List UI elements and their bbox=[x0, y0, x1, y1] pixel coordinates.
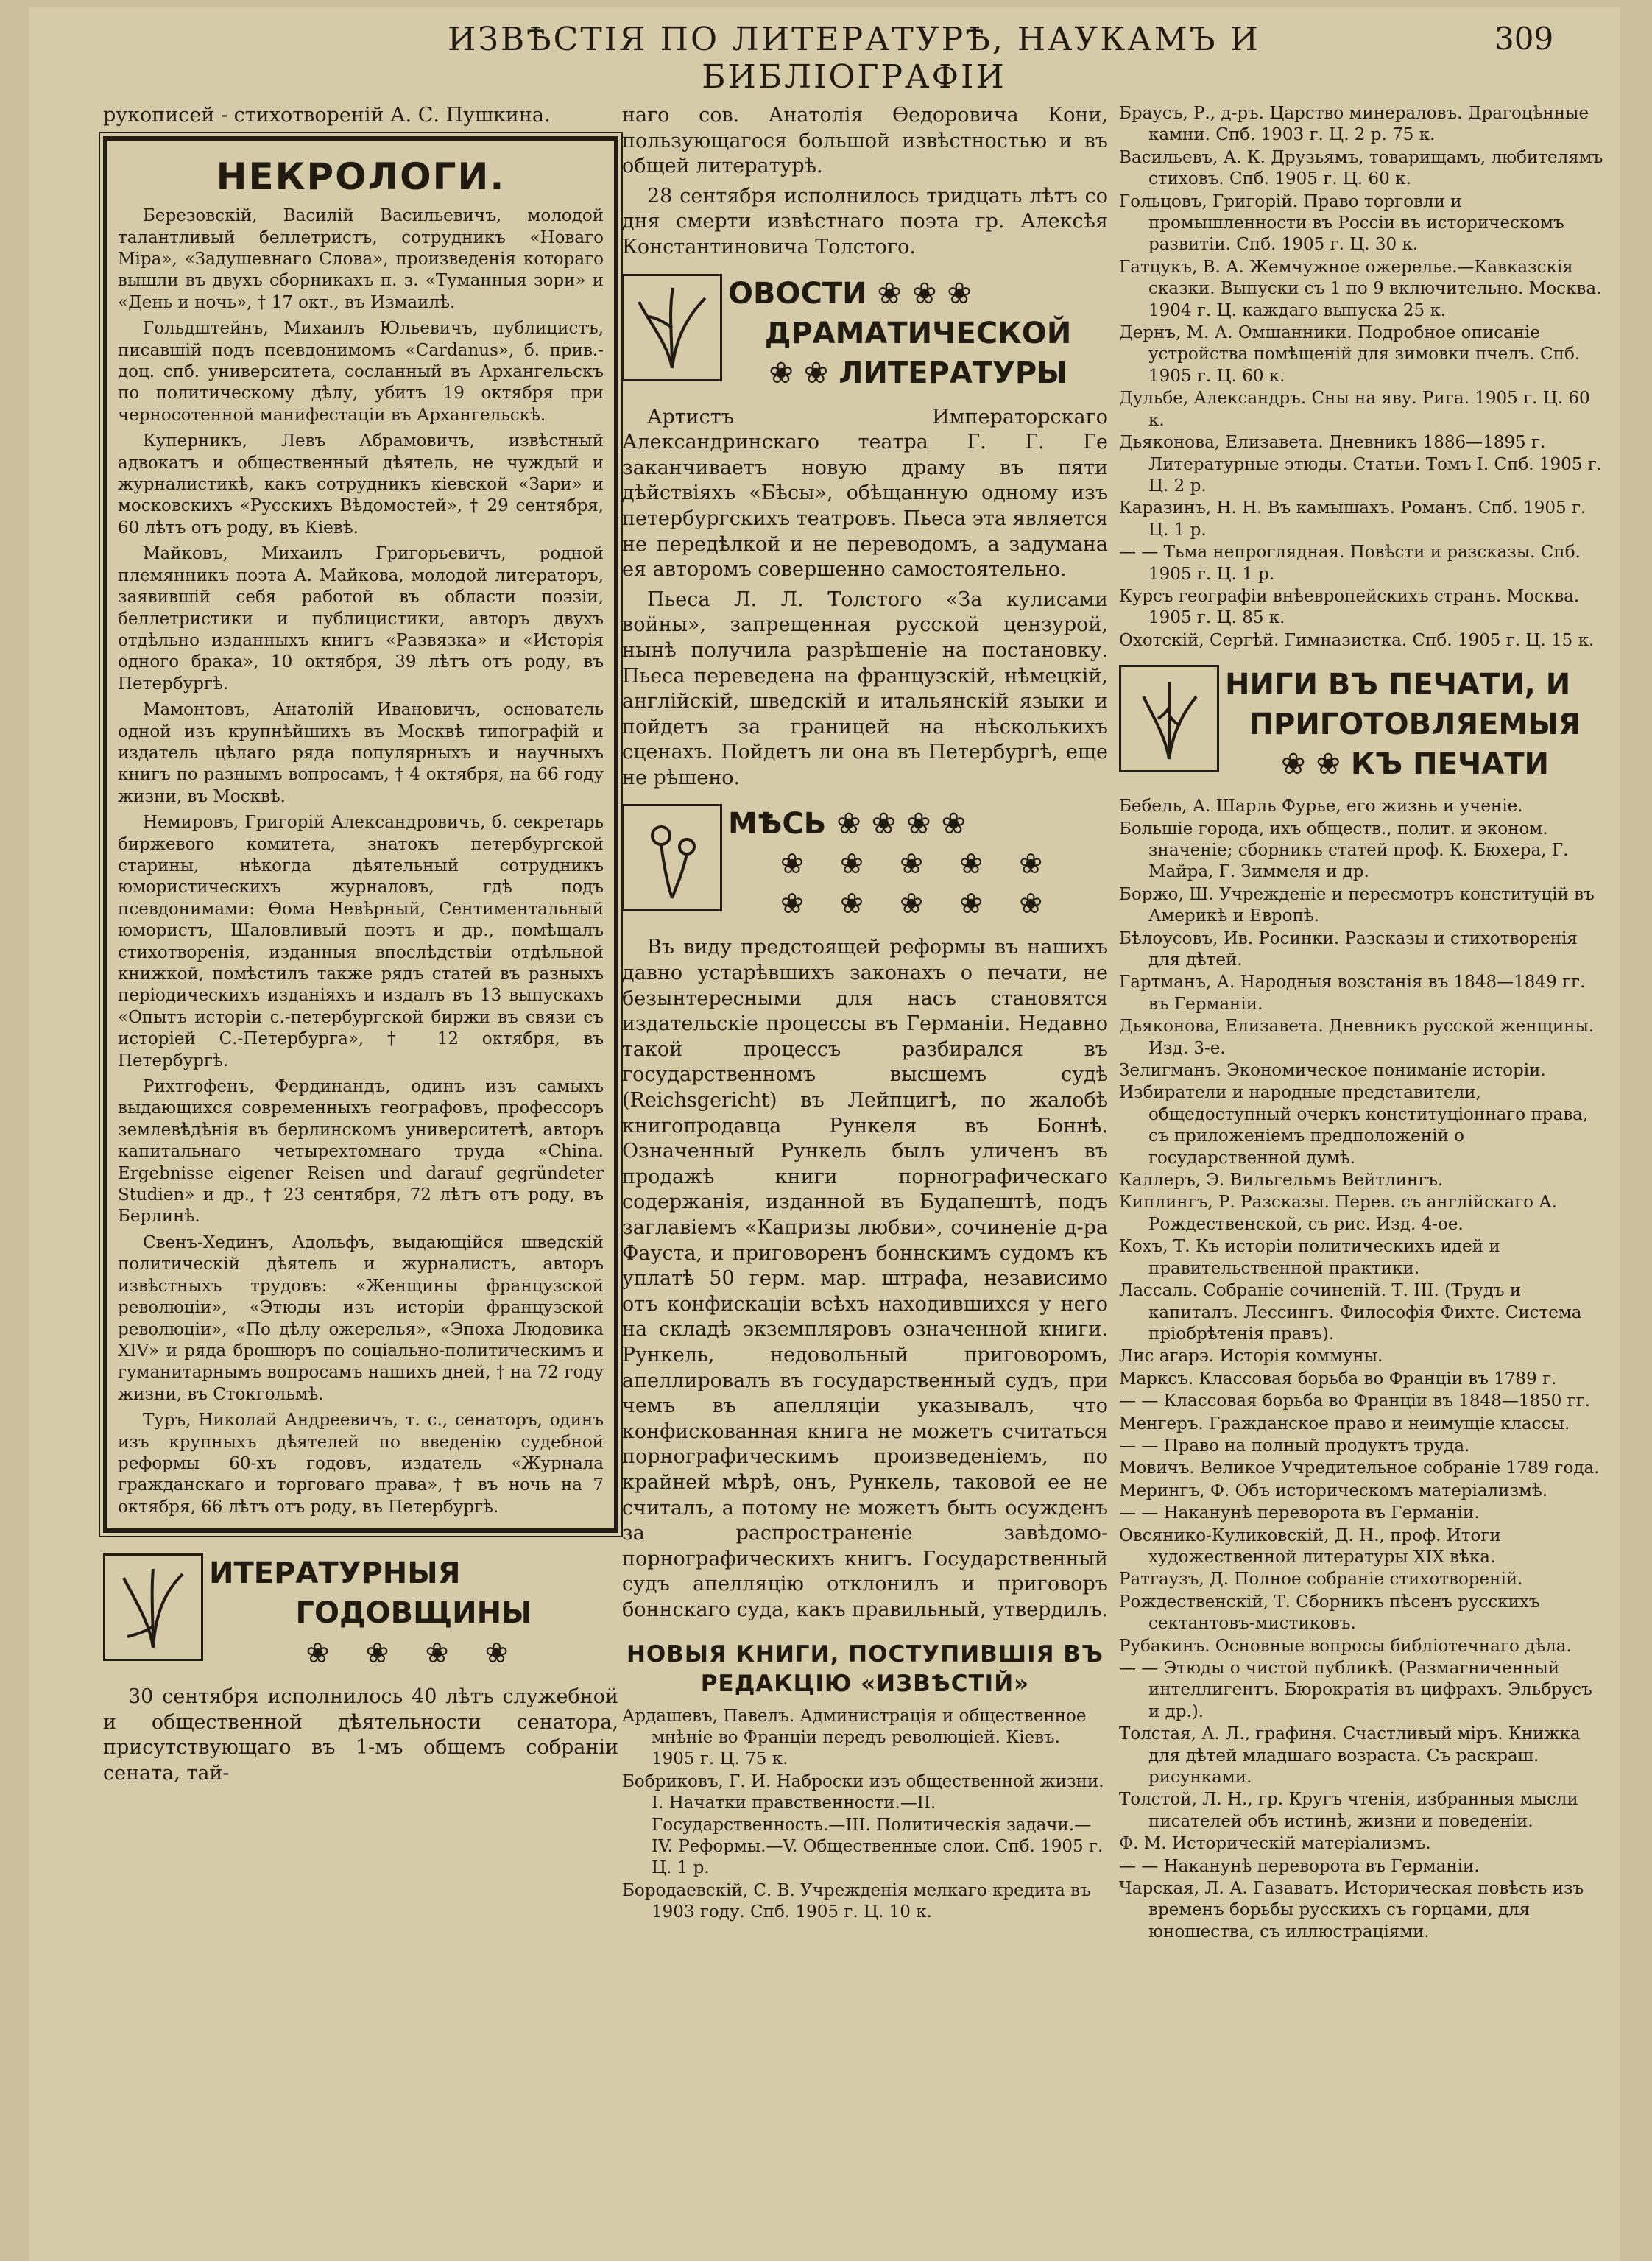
obituary-item: Березовскій, Василій Васильевичъ, молодой талантливый беллетристъ, сотрудникъ «Новаго Міра», «Задушевнаго Слова», произведенія котораго вышли въ двухъ сборникахъ п. з. «Туманныя зори» и «День и ночь», † 17 окт., въ Измаилѣ. bbox=[118, 206, 604, 312]
book-entry: Лассаль. Собраніе сочиненій. Т. III. (Трудъ и капиталъ. Лессингъ. Философія Фихте. Система пріобрѣтенія правъ). bbox=[1119, 1281, 1582, 1344]
column-1 bbox=[103, 103, 618, 1791]
column-3 bbox=[1119, 103, 1605, 1944]
section-title-line: ❀ ❀ КЪ ПЕЧАТИ bbox=[1281, 747, 1549, 782]
book-entry: Марксъ. Классовая борьба во Франціи въ 1789 г. bbox=[1119, 1369, 1557, 1389]
book-entry: Васильевъ, А. К. Друзьямъ, товарищамъ, любителямъ стиховъ. Спб. 1905 г. Ц. 60 к. bbox=[1119, 147, 1603, 189]
book-entry: Толстой, Л. Н., гр. Кругъ чтенія, избранныя мысли писателей объ истинѣ, жизни и поведеніи. bbox=[1119, 1790, 1578, 1831]
section-stars: ❀ ❀ ❀ ❀ ❀ bbox=[780, 847, 1056, 881]
box-title: НЕКРОЛОГИ. bbox=[216, 155, 506, 198]
new-books-heading bbox=[622, 1640, 1108, 1699]
book-entry: — — Наканунѣ переворота въ Германіи. bbox=[1119, 1503, 1480, 1523]
book-entry: Каллеръ, Э. Вильгельмъ Вейтлингъ. bbox=[1119, 1171, 1444, 1191]
flower-vignette-icon bbox=[622, 804, 722, 911]
section-title-line: МѢСЬ ❀ ❀ ❀ ❀ bbox=[728, 807, 967, 842]
book-entry: Овсянико-Куликовскій, Д. Н., проф. Итоги художественной литературы XIX вѣка. bbox=[1119, 1525, 1501, 1567]
body-paragraph: Пьеса Л. Л. Толстого «За кулисами войны», запрещенная русской цензурой, нынѣ получила разрѣшеніе на постановку. Пьеса переведена на французскій, нѣмецкій, англійскій, шведскій и итальянскій языки и пойдетъ за границей на нѣсколькихъ сценахъ. Пойдетъ ли она въ Петербургѣ, еще не рѣшено. bbox=[622, 588, 1108, 789]
section-title-line: НИГИ ВЪ ПЕЧАТИ, И bbox=[1225, 668, 1571, 702]
book-entry: Бѣлоусовъ, Ив. Росинки. Разсказы и стихотворенія для дѣтей. bbox=[1119, 928, 1578, 970]
book-entry: Бобриковъ, Г. И. Наброски изъ общественной жизни. I. Начатки правственности.—II. Государственность.—III. Политическія задачи.—IV. Реформы.—V. Общественные слои. Спб. 1905 г. Ц. 1 р. bbox=[622, 1771, 1104, 1878]
obituary-item: Свенъ-Хединъ, Адольфъ, выдающійся шведскій политическій дѣятель и журналистъ, авторъ извѣстныхъ трудовъ: «Женщины французской революціи», «Этюды изъ исторіи французской революціи», «По дѣлу ожерелья», «Эпоха Людовика XIV» и ряда брошюръ по соціально-политическимъ и гуманитарнымъ вопросамъ нашихъ дней, † на 72 году жизни, въ Стокгольмѣ. bbox=[118, 1232, 604, 1404]
book-entry: Дернъ, М. А. Омшанники. Подробное описаніе устройства помѣщеній для зимовки пчелъ. Спб. 1905 г. Ц. 60 к. bbox=[1119, 323, 1581, 386]
section-title-line: ПРИГОТОВЛЯЕМЫЯ bbox=[1249, 708, 1581, 742]
in-print-list bbox=[1119, 796, 1605, 1943]
book-entry: Каразинъ, Н. Н. Въ камышахъ. Романъ. Спб. 1905 г. Ц. 1 р. bbox=[1119, 498, 1586, 540]
obituary-item: Туръ, Николай Андреевичъ, т. с., сенаторъ, одинъ изъ крупныхъ дѣятелей по введенію судебной реформы 60-хъ годовъ, издатель «Журнала гражданскаго и торговаго права», † въ ночь на 7 октября, 66 лѣтъ отъ роду, въ Петербургѣ. bbox=[118, 1411, 604, 1517]
book-entry: Киплингъ, Р. Разсказы. Перев. съ англійскаго А. Рождественской, съ рис. Изд. 4-ое. bbox=[1119, 1193, 1558, 1234]
book-entry: Мовичъ. Великое Учредительное собраніе 1789 года. bbox=[1119, 1458, 1600, 1478]
book-entry: — — Классовая борьба во Франціи въ 1848—1850 гг. bbox=[1119, 1391, 1591, 1411]
book-entry: Ардашевъ, Павелъ. Администрація и общественное мнѣніе во Франціи передъ революціей. Кіевъ. 1905 г. Ц. 75 к. bbox=[622, 1706, 1087, 1769]
book-entry: Боржо, Ш. Учрежденіе и пересмотръ конституцій въ Америкѣ и Европѣ. bbox=[1119, 884, 1595, 926]
book-entry: Бебель, А. Шарль Фурье, его жизнь и ученіе. bbox=[1119, 797, 1523, 816]
book-entry: Курсъ географіи внѣевропейскихъ странъ. Москва. 1905 г. Ц. 85 к. bbox=[1119, 586, 1580, 628]
book-entry: Охотскій, Сергѣй. Гимназистка. Спб. 1905 г. Ц. 15 к. bbox=[1119, 630, 1595, 650]
book-entry: Лис агарэ. Исторія коммуны. bbox=[1119, 1347, 1383, 1366]
section-title-line: ❀ ❀ ЛИТЕРАТУРЫ bbox=[769, 356, 1067, 390]
book-entry: — — Наканунѣ переворота въ Германіи. bbox=[1119, 1856, 1480, 1876]
heading-line: РЕДАКЦІЮ «ИЗВѢСТІЙ» bbox=[700, 1670, 1030, 1697]
book-entry: Толстая, А. Л., графиня. Счастливый міръ. Книжка для дѣтей младшаго возраста. Съ раскраш. рисунками. bbox=[1119, 1724, 1581, 1788]
book-entry: Дьяконова, Елизавета. Дневникъ русской женщины. Изд. 3-е. bbox=[1119, 1017, 1595, 1058]
book-entry: — — Этюды о чистой публикѣ. (Размагниченный интеллигентъ. Бюрократія въ цифрахъ. Эльбрусъ и др.). bbox=[1119, 1659, 1592, 1721]
book-entry: Гартманъ, А. Народныя возстанія въ 1848—1849 гг. въ Германіи. bbox=[1119, 973, 1586, 1014]
book-entry: Мерингъ, Ф. Объ историческомъ матеріализмѣ. bbox=[1119, 1481, 1548, 1500]
obituary-item: Рихтгофенъ, Фердинандъ, одинъ изъ самыхъ выдающихся современныхъ географовъ, профессоръ землевѣдѣнія въ берлинскомъ университетѣ, авторъ капитальнаго четырехтомнаго труда «China. Ergebnisse eigener Reisen und darauf gegründeter Studien» и др., † 23 сентября, 72 лѣтъ отъ роду, въ Берлинѣ. bbox=[118, 1077, 604, 1227]
book-entry: Большіе города, ихъ обществ., полит. и эконом. значеніе; сборникъ статей проф. К. Бюхера, Г. Майра, Г. Зиммеля и др. bbox=[1119, 819, 1569, 882]
book-entry: Рубакинъ. Основные вопросы библіотечнаго дѣла. bbox=[1119, 1636, 1572, 1656]
book-entry: — — Тьма непроглядная. Повѣсти и разсказы. Спб. 1905 г. Ц. 1 р. bbox=[1119, 543, 1581, 584]
book-entry: Гатцукъ, В. А. Жемчужное ожерелье.—Кавказскія сказки. Выпуски съ 1 по 9 включительно. Москва. 1904 г. Ц. каждаго выпуска 25 к. bbox=[1119, 257, 1602, 320]
running-title: ИЗВѢСТІЯ ПО ЛИТЕРАТУРѢ, НАУКАМЪ И БИБЛІОГРАФІИ bbox=[448, 21, 1260, 96]
obituary-item: Немировъ, Григорій Александровичъ, б. секретарь биржевого комитета, знатокъ петербургской старины, нѣкогда дѣятельный сотрудникъ юмористическихъ журналовъ, гдѣ подъ псевдонимами: Ѳома Невѣрный, Сентиментальный юмористъ, Шаловливый поэтъ и др., помѣщалъ стихотворенія, изданныя впослѣдствіи отдѣльной книжкой, помѣстилъ также рядъ статей въ разныхъ періодическихъ изданіяхъ и издалъ въ 13 выпускахъ «Опытъ исторіи с.-петербургской биржи въ связи съ исторіей С.-Петербурга», † 12 октября, въ Петербургѣ. bbox=[118, 813, 604, 1070]
plant-vignette-icon bbox=[622, 274, 722, 381]
column-2 bbox=[622, 103, 1108, 1925]
body-paragraph: наго сов. Анатолія Ѳедоровича Кони, пользующагося большой извѣстностью и въ общей литературѣ. bbox=[622, 104, 1108, 178]
plant-vignette-icon bbox=[1119, 665, 1219, 772]
obituaries-box bbox=[103, 136, 618, 1534]
book-entry: — — Право на полный продуктъ труда. bbox=[1119, 1436, 1470, 1456]
section-title-line: ОВОСТИ ❀ ❀ ❀ bbox=[728, 276, 972, 311]
section-header-drama bbox=[622, 274, 1108, 393]
book-entry: Зелигманъ. Экономическое пониманіе исторіи. bbox=[1119, 1061, 1546, 1081]
book-entry: Дьяконова, Елизавета. Дневникъ 1886—1895 г. Литературные этюды. Статьи. Томъ I. Спб. 1905 г. Ц. 2 р. bbox=[1119, 433, 1603, 495]
book-entry: Браусъ, Р., д-ръ. Царство минераловъ. Драгоцѣнные камни. Спб. 1903 г. Ц. 2 р. 75 к. bbox=[1119, 104, 1589, 145]
page bbox=[29, 7, 1620, 2261]
book-entry: Дульбе, Александръ. Сны на яву. Рига. 1905 г. Ц. 60 к. bbox=[1119, 389, 1590, 430]
section-title-line: ДРАМАТИЧЕСКОЙ bbox=[764, 316, 1072, 350]
obituary-item: Майковъ, Михаилъ Григорьевичъ, родной племянникъ поэта А. Майкова, молодой литераторъ, заявившій себя работой въ области поэзіи, беллетристики и публицистики, авторъ двухъ отдѣльно изданныхъ книгъ «Развязка» и «Исторія одного брака», 10 октября, 39 лѣтъ отъ роду, въ Петербургѣ. bbox=[118, 544, 604, 694]
section-title-line: ГОДОВЩИНЫ bbox=[295, 1596, 532, 1631]
section-header-in-print bbox=[1119, 665, 1605, 784]
book-entry: Избиратели и народные представители, общедоступный очеркъ конституціоннаго права, съ приложеніемъ предположеній о государственной думѣ. bbox=[1119, 1083, 1589, 1168]
book-entry: Бородаевскій, С. В. Учрежденія мелкаго кредита въ 1903 году. Спб. 1905 г. Ц. 10 к. bbox=[622, 1880, 1091, 1922]
body-paragraph: 28 сентября исполнилось тридцать лѣтъ со дня смерти извѣстнаго поэта гр. Алексѣя Константиновича Толстого. bbox=[622, 184, 1108, 258]
section-stars: ❀ ❀ ❀ ❀ bbox=[306, 1637, 522, 1670]
section-title-line: ИТЕРАТУРНЫЯ bbox=[209, 1556, 461, 1591]
book-entry: Менгеръ. Гражданское право и неимущіе классы. bbox=[1119, 1414, 1570, 1433]
book-entry: Ратгаузъ, Д. Полное собраніе стихотвореній. bbox=[1119, 1570, 1523, 1590]
book-entry: Гольцовъ, Григорій. Право торговли и промышленности въ Россіи въ историческомъ развитіи. Спб. 1905 г. Ц. 30 к. bbox=[1119, 191, 1564, 255]
book-entry: Кохъ, Т. Къ исторіи политическихъ идей и правительственной практики. bbox=[1119, 1237, 1500, 1278]
section-stars: ❀ ❀ ❀ ❀ ❀ bbox=[780, 887, 1056, 920]
book-entry: Ф. М. Историческій матеріализмъ. bbox=[1119, 1834, 1431, 1854]
book-entry: Рождественскій, Т. Сборникъ пѣсенъ русскихъ сектантовъ-мистиковъ. bbox=[1119, 1592, 1540, 1634]
heading-line: НОВЫЯ КНИГИ, ПОСТУПИВШІЯ ВЪ bbox=[626, 1640, 1104, 1668]
body-paragraph: Въ виду предстоящей реформы въ нашихъ давно устарѣвшихъ законахъ о печати, не безынтересными для насъ становятся издательскіе процессы въ Германіи. Недавно такой процессъ разбирался въ государственномъ высшемъ судѣ (Reichsgericht) въ Лейпцигѣ, по жалобѣ книгопродавца Рункеля въ Боннѣ. Означенный Рункель былъ уличенъ въ продажѣ книги порнографическаго содержанія, изданной въ Будапештѣ, подъ заглавіемъ «Капризы любви», сочиненіе д-ра Фауста, и приговоренъ боннскимъ судомъ къ уплатѣ 50 герм. мар. штрафа, независимо отъ конфискаціи всѣхъ находившихся у него на складѣ экземпляровъ означенной книги. Рункель, недовольный приговоромъ, апеллировалъ въ государственный судъ, при чемъ въ апелляціи указывалъ, что конфискованная книга не можетъ считаться порнографическимъ произведеніемъ, по крайней мѣрѣ, онъ, Рункель, таковой ее не считалъ, а потому не можетъ быть осужденъ за распространеніе завѣдомо-порнографическихъ книгъ. Государственный судъ апелляцію отклонилъ и приговоръ боннскаго суда, какъ правильный, утвердилъ. bbox=[622, 936, 1108, 1621]
section-header-misc bbox=[622, 804, 1108, 923]
body-paragraph: Артистъ Императорскаго Александринскаго театра Г. Г. Ге заканчиваетъ новую драму въ пяти дѣйствіяхъ «Бѣсы», обѣщанную одному изъ петербургскихъ театровъ. Пьеса эта является не передѣлкой и не переводомъ, а задумана ея авторомъ совершенно самостоятельно. bbox=[622, 405, 1109, 582]
obituary-item: Куперникъ, Левъ Абрамовичъ, извѣстный адвокатъ и общественный дѣятель, не чуждый и журналистикѣ, какъ сотрудникъ кіевской «Зари» и московскихъ «Русскихъ Вѣдомостей», † 29 сентября, 60 лѣтъ отъ роду, въ Кіевѣ. bbox=[118, 431, 604, 537]
top-text: рукописей - стихотвореній А. С. Пушкина. bbox=[103, 104, 551, 127]
page-number: 309 bbox=[1494, 21, 1554, 57]
section-header-anniversaries bbox=[103, 1553, 618, 1673]
obituary-item: Мамонтовъ, Анатолій Ивановичъ, основатель одной изъ крупнѣйшихъ въ Москвѣ типографій и издатель цѣлаго ряда популярныхъ и научныхъ книгъ по разнымъ вопросамъ, † 4 октября, на 66 году жизни, въ Москвѣ. bbox=[118, 700, 604, 806]
plant-vignette-icon bbox=[103, 1553, 203, 1661]
body-paragraph: 30 сентября исполнилось 40 лѣтъ служебной и общественной дѣятельности сенатора, присутствующаго въ 1-мъ общемъ собраніи сената, тай- bbox=[103, 1685, 618, 1785]
book-entry: Чарская, Л. А. Газаватъ. Историческая повѣсть изъ временъ борьбы русскихъ съ горцами, для юношества, съ иллюстраціями. bbox=[1119, 1879, 1584, 1941]
obituary-item: Гольдштейнъ, Михаилъ Юльевичъ, публицистъ, писавшій подъ псевдонимомъ «Cardanus», б. прив.-доц. спб. университета, сосланный въ Архангельскъ по политическому дѣлу, убитъ 19 октября при черносотенной манифестаціи въ Архангельскѣ. bbox=[118, 319, 604, 425]
